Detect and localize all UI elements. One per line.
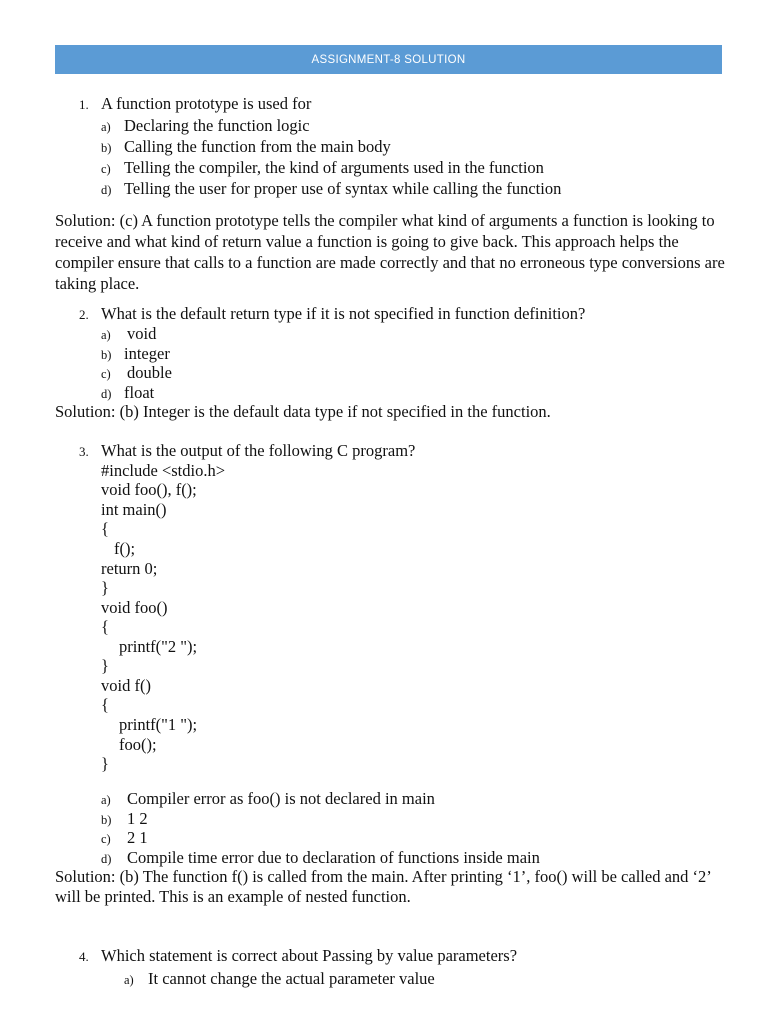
- q1-option-d-text: Telling the user for proper use of syntax while calling the function: [124, 179, 562, 198]
- q1-number: 1.: [79, 97, 89, 112]
- q3-solution: Solution: (b) The function f() is called from the main. After printing ‘1’, foo() will be called and ‘2’ will be printed. This is an example of nested function.: [55, 867, 711, 906]
- code-line: int main(): [101, 500, 167, 519]
- code-line: void f(): [101, 676, 151, 695]
- q2-option-d-text: float: [124, 383, 155, 402]
- q3-option-b-text: 1 2: [127, 809, 148, 828]
- q2-question: What is the default return type if it is not specified in function definition?: [101, 304, 586, 323]
- code-line: void foo(), f();: [101, 480, 197, 499]
- code-line: }: [101, 754, 109, 773]
- code-line: printf("2 ");: [119, 637, 198, 656]
- assignment-title-banner: [55, 45, 722, 74]
- code-line: {: [101, 617, 109, 636]
- q1-option-c-letter: c): [101, 162, 111, 176]
- q2-option-d-letter: d): [101, 387, 112, 401]
- q3-option-a-text: Compiler error as foo() is not declared in main: [127, 789, 435, 808]
- q3-option-a-letter: a): [101, 793, 111, 807]
- code-line: }: [101, 656, 109, 675]
- q1-option-b-text: Calling the function from the main body: [124, 137, 391, 156]
- q1-option-b-letter: b): [101, 141, 112, 155]
- q1-option-d-letter: d): [101, 183, 112, 197]
- code-line: }: [101, 578, 109, 597]
- code-line: foo();: [119, 735, 157, 754]
- q2-option-b-letter: b): [101, 348, 112, 362]
- code-line: #include <stdio.h>: [101, 461, 226, 480]
- q1-option-a-text: Declaring the function logic: [124, 116, 310, 135]
- assignment-title: ASSIGNMENT-8 SOLUTION: [311, 53, 466, 66]
- q3-option-b-letter: b): [101, 813, 112, 827]
- q2-option-c-letter: c): [101, 367, 111, 381]
- code-line: f();: [114, 539, 136, 558]
- code-line: return 0;: [101, 559, 158, 578]
- code-line: printf("1 ");: [119, 715, 198, 734]
- q3-option-d-text: Compile time error due to declaration of functions inside main: [127, 848, 540, 867]
- q2-option-a-letter: a): [101, 328, 111, 342]
- q4-option-a-letter: a): [124, 973, 134, 987]
- q1-solution: Solution: (c) A function prototype tells the compiler what kind of arguments a function is looking to receive and what kind of return value a function is going to give back. This approach helps the compiler ensure that calls to a function are made correctly and that no erroneous type conversions are taking place.: [55, 211, 725, 293]
- code-line: {: [101, 695, 109, 714]
- q1-option-c-text: Telling the compiler, the kind of arguments used in the function: [124, 158, 544, 177]
- q2-option-c-text: double: [127, 363, 172, 382]
- q4-option-a-text: It cannot change the actual parameter value: [148, 969, 435, 988]
- q3-option-c-letter: c): [101, 832, 111, 846]
- q3-question: What is the output of the following C program?: [101, 441, 416, 460]
- code-line: void foo(): [101, 598, 168, 617]
- q3-option-c-text: 2 1: [127, 828, 148, 847]
- q1-option-a-letter: a): [101, 120, 111, 134]
- q2-option-a-text: void: [127, 324, 157, 343]
- q4-number: 4.: [79, 949, 89, 964]
- code-line: {: [101, 519, 109, 538]
- q4-question: Which statement is correct about Passing by value parameters?: [101, 946, 518, 965]
- q3-option-d-letter: d): [101, 852, 112, 866]
- q3-number: 3.: [79, 444, 89, 459]
- q2-number: 2.: [79, 307, 89, 322]
- q2-solution: Solution: (b) Integer is the default data type if not specified in the function.: [55, 402, 551, 421]
- q2-option-b-text: integer: [124, 344, 170, 363]
- q1-question: A function prototype is used for: [101, 94, 312, 113]
